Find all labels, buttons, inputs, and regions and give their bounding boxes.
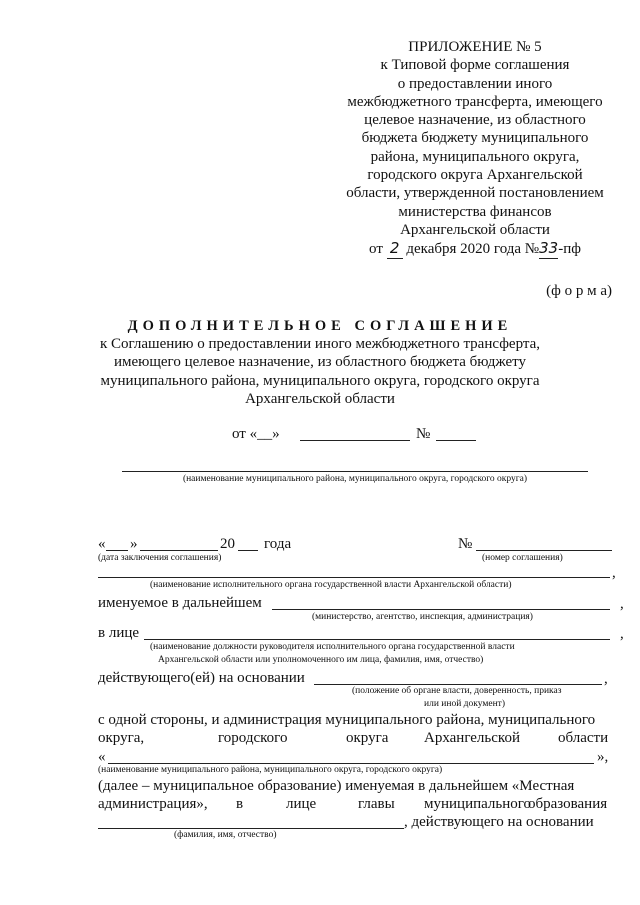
- caption-municipality: (наименование муниципального района, муниципального округа, городского округа): [182, 474, 528, 484]
- caption-regulation-2: или иной документ): [424, 699, 505, 709]
- municipality-name-field[interactable]: [122, 471, 588, 472]
- appendix-title: ПРИЛОЖЕНИЕ № 5: [408, 39, 542, 55]
- agreement-number-label: №: [416, 426, 431, 442]
- exec-organ-field[interactable]: [98, 577, 610, 578]
- conclusion-year-field[interactable]: [238, 550, 258, 551]
- caption-regulation-1: (положение об органе власти, доверенность, приказ: [352, 686, 562, 696]
- conclusion-day-field[interactable]: [106, 550, 128, 551]
- caption-position-1: (наименование должности руководителя исполнительного органа государственной власти: [150, 642, 515, 652]
- agreement-month-field[interactable]: [300, 440, 410, 441]
- head-fio-field[interactable]: [98, 828, 404, 829]
- conclusion-month-field[interactable]: [140, 550, 218, 551]
- acting-basis-field[interactable]: [314, 684, 602, 685]
- in-person-field[interactable]: [144, 639, 610, 640]
- agreement-number-input[interactable]: [476, 550, 612, 551]
- agreement-number-field[interactable]: [436, 440, 476, 441]
- caption-ministry: (министерство, агентство, инспекция, администрация): [312, 612, 533, 622]
- named-as-field[interactable]: [272, 609, 610, 610]
- caption-date: (дата заключения соглашения): [98, 553, 222, 563]
- caption-municipality-2: (наименование муниципального района, муниципального округа, городского округа): [98, 765, 443, 775]
- caption-number: (номер соглашения): [482, 553, 563, 563]
- handwritten-day: 2: [387, 239, 403, 258]
- appendix-header: ПРИЛОЖЕНИЕ № 5 к Типовой форме соглашения о предоставлении иного межбюджетного трансферта, имеющего целевое назначение, из областного бюджета бюджету муниципального района, муниципального округа, городского округа Архангельской области, утвержденной постановлением министерства финансов Архангельской области от 2 декабря 2020 года №33-пф: [330, 38, 620, 259]
- handwritten-number: 33: [539, 239, 559, 258]
- caption-exec-organ: (наименование исполнительного органа государственной власти Архангельской области): [150, 580, 512, 590]
- document-title: ДОПОЛНИТЕЛЬНОЕ СОГЛАШЕНИЕ: [127, 318, 513, 334]
- caption-position-2: Архангельской области или уполномоченного им лица, фамилия, имя, отчество): [158, 655, 484, 665]
- form-label: (ф о р м а): [546, 283, 612, 299]
- municipality-name-field-2[interactable]: [108, 763, 594, 764]
- document-page: ПРИЛОЖЕНИЕ № 5 к Типовой форме соглашения о предоставлении иного межбюджетного трансферта, имеющего целевое назначение, из областного бюджета бюджету муниципального района, муниципального округа, городского округа Архангельской области, утвержденной постановлением министерства финансов Архангельской области от 2 декабря 2020 года №33-пф (ф о р м а) ДОПОЛНИТЕЛЬНОЕ СОГЛАШЕНИЕ к Соглашению о предоставлении иного межбюджетного трансферта, имеющего целевое назначение, из областного бюджета бюджету муниципального района, муниципального округа, городского округа Архангельской области от «__» № (наименование муниципального района, муниципального округа, городского округа) « » 20 года № (дата заключения соглашения) (номер соглашения) , (наименование исполнительного органа государственной власти Архангельской области) именуемое в дальнейшем , (министерство, агентство, инспекция, администрация) в лице , (наименование должности руководителя исполнительного органа государственной власти Архангельской области или уполномоченного им лица, фамилия, имя, отчество) действующего(ей) на основании , (положение об органе власти, доверенность, приказ или иной документ) с одной стороны, и администрация муниципального района, муниципального округа, городского округа Архангельской области « », (наименование муниципального района, муниципального округа, городского округа) (далее – муниципальное образование) именуемая в дальнейшем «Местная администрация», в лице главы муниципального образования , действующего на основании (фамилия, имя, отчество): [0, 0, 640, 905]
- agreement-date-label: от «__»: [232, 426, 280, 442]
- caption-fio: (фамилия, имя, отчество): [174, 830, 277, 840]
- appendix-date-line: от 2 декабря 2020 года №33-пф: [369, 239, 581, 258]
